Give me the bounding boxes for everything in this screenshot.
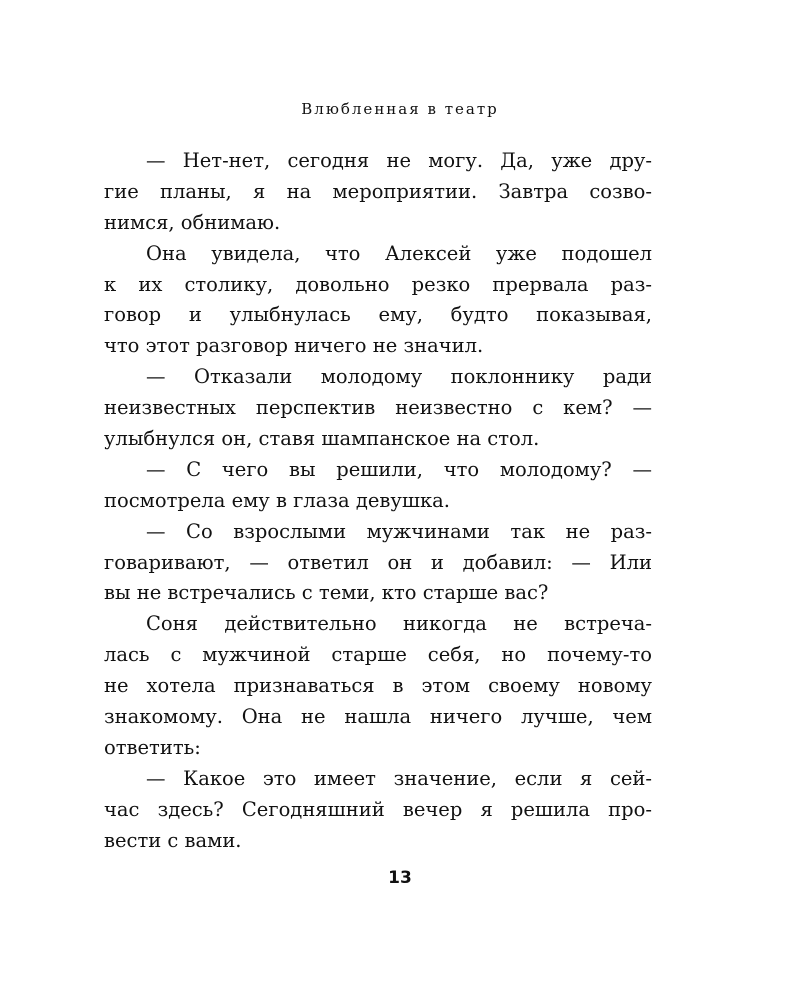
text-line: вы не встречались с теми, кто старше вас? [104, 581, 549, 605]
text-line: говор и улыбнулась ему, будто показывая, [104, 303, 652, 327]
text-line: знакомому. Она не нашла ничего лучше, чем [104, 705, 652, 729]
text-line: вести с вами. [104, 828, 242, 852]
text-line: — С чего вы решили, что молодому? — [146, 457, 652, 481]
text-line: Соня действительно никогда не встреча- [146, 612, 652, 636]
text-line: ответить: [104, 735, 201, 759]
text-line: Она увидела, что Алексей уже подошел [146, 241, 652, 265]
text-line: — Нет-нет, сегодня не могу. Да, уже дру- [146, 149, 652, 172]
text-line: час здесь? Сегодняшний вечер я решила про- [104, 797, 652, 821]
text-line: — Со взрослыми мужчинами так не раз- [146, 519, 652, 543]
text-line: — Отказали молодому поклоннику ради [146, 365, 652, 389]
text-line: что этот разговор ничего не значил. [104, 334, 484, 358]
text-line: посмотрела ему в глаза девушка. [104, 488, 450, 512]
text-line: говаривают, — ответил он и добавил: — Или [104, 550, 652, 574]
running-head: Влюбленная в театр [301, 100, 499, 118]
text-line: — Какое это имеет значение, если я сей- [146, 766, 652, 790]
text-line: улыбнулся он, ставя шампанское на стол. [104, 427, 540, 451]
text-line: гие планы, я на мероприятии. Завтра созво- [104, 179, 652, 203]
text-line: к их столику, довольно резко прервала раз- [104, 272, 652, 296]
body-text [104, 146, 652, 856]
text-line: не хотела признаваться в этом своему новому [104, 674, 652, 698]
text-line: нимся, обнимаю. [104, 210, 281, 234]
text-line: лась с мужчиной старше себя, но почему-то [104, 643, 652, 667]
page-number: 13 [388, 868, 412, 888]
text-line: неизвестных перспектив неизвестно с кем? — [104, 396, 652, 420]
